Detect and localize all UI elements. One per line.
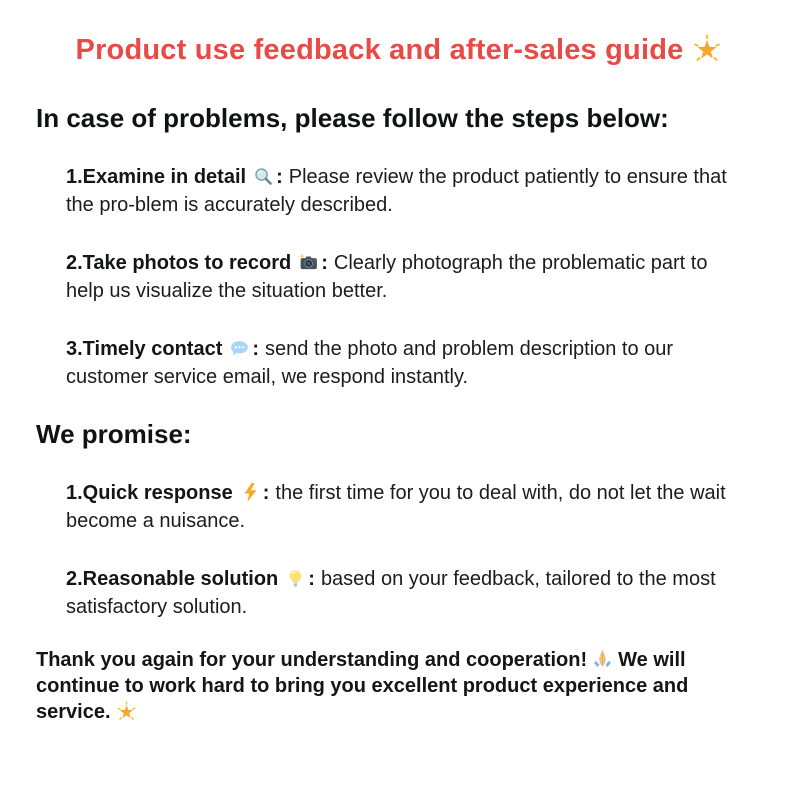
closing-text-2: We will continue to work hard to bring you excellent product experience and service. xyxy=(36,649,689,723)
problems-steps-list xyxy=(36,163,764,391)
step-lead: 3.Timely contact : xyxy=(66,338,260,360)
speech-balloon-icon xyxy=(229,338,250,359)
glowing-star-icon xyxy=(116,701,137,722)
step-lead: 2.Take photos to record : xyxy=(66,252,328,274)
closing-paragraph xyxy=(36,647,764,725)
page-title xyxy=(36,30,764,70)
problems-section-heading: In case of problems, please follow the steps below: xyxy=(36,103,669,133)
folded-hands-icon xyxy=(592,649,613,670)
light-bulb-icon xyxy=(285,568,306,589)
closing-text-1: Thank you again for your understanding and cooperation! xyxy=(36,649,588,671)
magnifying-glass-icon xyxy=(253,166,274,187)
step-examine-in-detail xyxy=(66,163,736,219)
promise-body: based on your feedback, tailored to the most satisfactory solution. xyxy=(66,568,716,618)
promise-list xyxy=(36,479,764,621)
step-body: send the photo and problem description to our customer service email, we respond instantly. xyxy=(66,338,674,388)
promise-reasonable-solution xyxy=(66,565,736,621)
promise-lead: 2.Reasonable solution : xyxy=(66,568,315,590)
camera-with-flash-icon xyxy=(298,252,319,273)
step-timely-contact xyxy=(66,335,736,391)
promise-section-heading: We promise: xyxy=(36,419,192,449)
step-body: Clearly photograph the problematic part to help us visualize the situation better. xyxy=(66,252,708,302)
page-title-text: Product use feedback and after-sales guide xyxy=(75,34,684,66)
step-lead: 1.Examine in detail : xyxy=(66,166,283,188)
lightning-bolt-icon xyxy=(240,482,261,503)
step-take-photos xyxy=(66,249,736,305)
promise-quick-response xyxy=(66,479,736,535)
promise-lead: 1.Quick response : xyxy=(66,482,270,504)
glowing-star-icon xyxy=(692,34,722,64)
step-body: Please review the product patiently to ensure that the pro-blem is accurately described. xyxy=(66,166,727,216)
promise-body: the first time for you to deal with, do not let the wait become a nuisance. xyxy=(66,482,726,532)
